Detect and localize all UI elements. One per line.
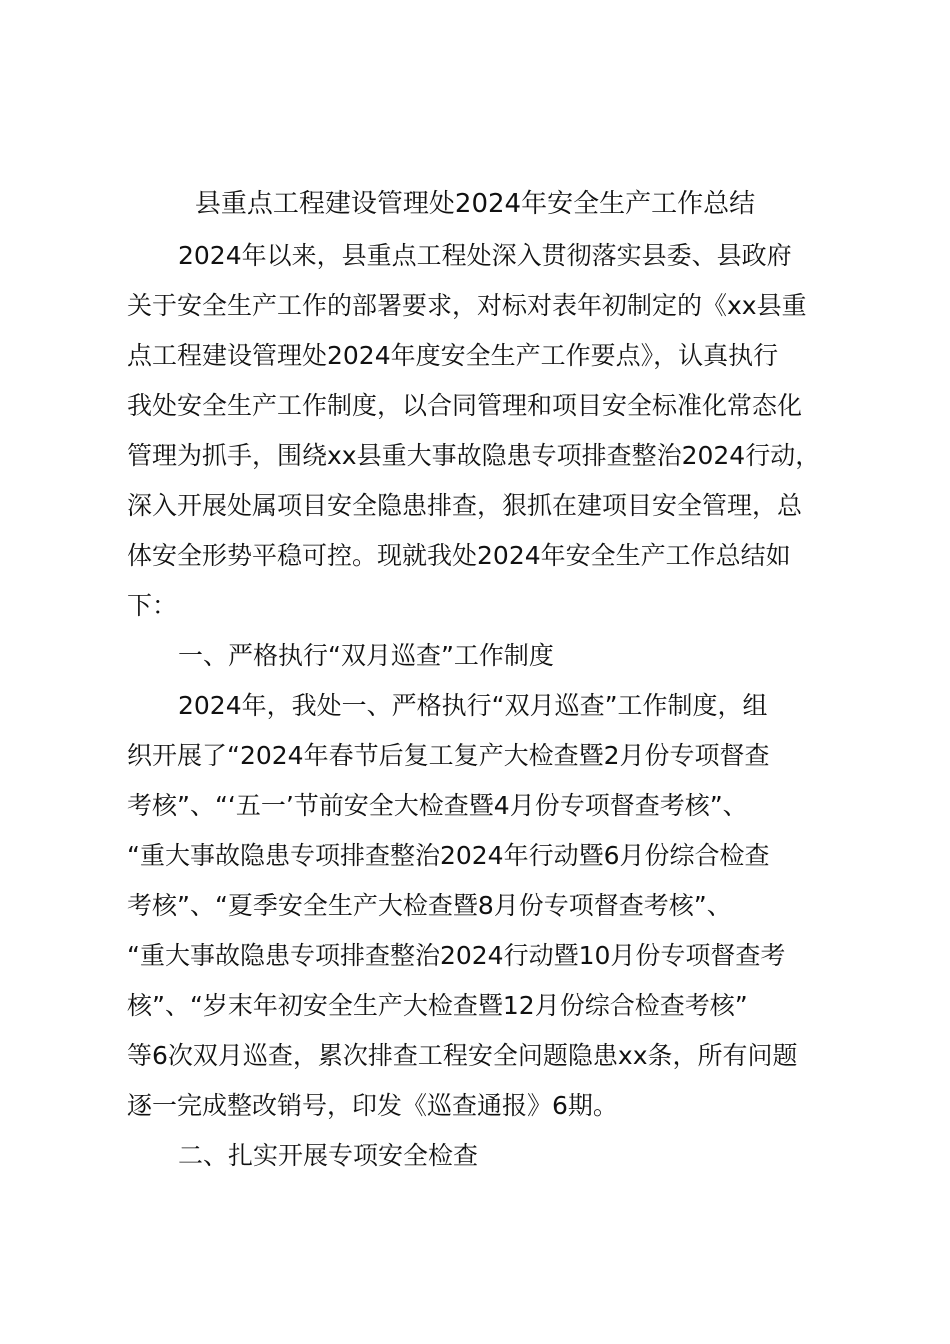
paragraph-1-line-1: 2024年以来，县重点工程处深入贯彻落实县委、县政府 (178, 241, 792, 270)
section-heading-1: 一、严格执行“双月巡查”工作制度 (178, 641, 554, 670)
paragraph-1-line-8: 下： (127, 591, 178, 620)
paragraph-2-line-8: 等6次双月巡查，累次排查工程安全问题隐患xx条，所有问题 (127, 1041, 798, 1070)
paragraph-2-line-2: 织开展了“2024年春节后复工复产大检查暨2月份专项督查 (127, 741, 770, 770)
paragraph-1-line-6: 深入开展处属项目安全隐患排查，狠抓在建项目安全管理，总 (127, 491, 803, 520)
paragraph-1-line-4: 我处安全生产工作制度，以合同管理和项目安全标准化常态化 (127, 391, 803, 420)
paragraph-1-line-7: 体安全形势平稳可控。现就我处2024年安全生产工作总结如 (127, 541, 791, 570)
document-title: 县重点工程建设管理处2024年安全生产工作总结 (194, 189, 756, 219)
paragraph-1-line-3: 点工程建设管理处2024年度安全生产工作要点》，认真执行 (127, 341, 779, 370)
paragraph-1-line-5: 管理为抓手，围绕xx县重大事故隐患专项排查整治2024行动， (127, 441, 821, 470)
paragraph-2-line-4: “重大事故隐患专项排查整治2024年行动暨6月份综合检查 (127, 841, 770, 870)
paragraph-2-line-3: 考核”、“‘五一’节前安全大检查暨4月份专项督查考核”、 (127, 791, 748, 820)
paragraph-1-line-2: 关于安全生产工作的部署要求，对标对表年初制定的《xx县重 (127, 291, 807, 320)
paragraph-2-line-5: 考核”、“夏季安全生产大检查暨8月份专项督查考核”、 (127, 891, 732, 920)
paragraph-2-line-1: 2024年，我处一、严格执行“双月巡查”工作制度，组 (178, 691, 768, 720)
section-heading-2: 二、扎实开展专项安全检查 (178, 1141, 479, 1170)
paragraph-2-line-6: “重大事故隐患专项排查整治2024行动暨10月份专项督查考 (127, 941, 786, 970)
paragraph-2-line-7: 核”、“岁末年初安全生产大检查暨12月份综合检查考核” (127, 991, 748, 1020)
paragraph-2-line-9: 逐一完成整改销号，印发《巡查通报》6期。 (127, 1091, 618, 1120)
